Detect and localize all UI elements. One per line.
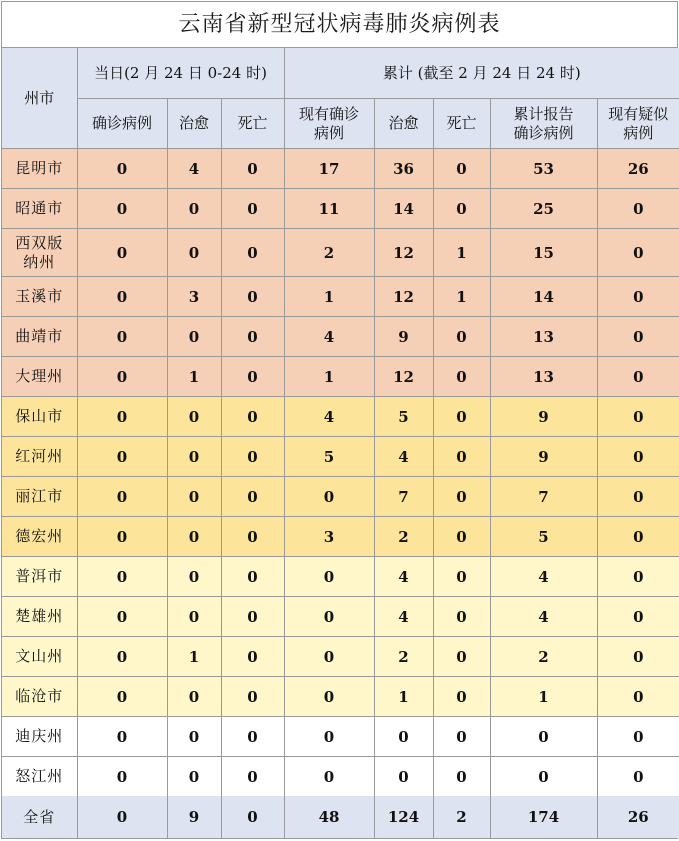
table-cell: 0 — [167, 677, 221, 717]
table-cell: 53 — [490, 149, 597, 189]
table-cell: 13 — [490, 317, 597, 357]
table-cell: 5 — [284, 437, 374, 477]
table-cell: 0 — [167, 717, 221, 757]
table-row — [2, 677, 679, 717]
city-name: 昭通市 — [2, 189, 77, 229]
table-cell: 4 — [284, 317, 374, 357]
table-cell: 0 — [221, 189, 284, 229]
table-cell: 0 — [284, 717, 374, 757]
table-cell: 0 — [433, 397, 490, 437]
table-cell: 0 — [597, 757, 679, 797]
table-cell: 0 — [597, 397, 679, 437]
header-current-suspected: 现有疑似病例 — [597, 99, 679, 149]
city-name: 文山州 — [2, 637, 77, 677]
city-name: 丽江市 — [2, 477, 77, 517]
total-cell: 124 — [374, 796, 433, 838]
table-cell: 4 — [374, 597, 433, 637]
table-cell: 11 — [284, 189, 374, 229]
table-cell: 0 — [77, 597, 167, 637]
table-row — [2, 477, 679, 517]
table-row — [2, 637, 679, 677]
table-cell: 7 — [490, 477, 597, 517]
table-cell: 1 — [167, 357, 221, 397]
city-name: 德宏州 — [2, 517, 77, 557]
city-name: 曲靖市 — [2, 317, 77, 357]
total-cell: 48 — [284, 796, 374, 838]
table-row — [2, 437, 679, 477]
table-cell: 0 — [167, 229, 221, 277]
table-row — [2, 357, 679, 397]
table-cell: 5 — [490, 517, 597, 557]
table-cell: 0 — [597, 517, 679, 557]
table-cell: 2 — [284, 229, 374, 277]
table-cell: 7 — [374, 477, 433, 517]
table-cell: 0 — [490, 717, 597, 757]
table-cell: 0 — [77, 397, 167, 437]
table-cell: 0 — [597, 189, 679, 229]
table-cell: 0 — [167, 437, 221, 477]
table-cell: 0 — [597, 357, 679, 397]
table-cell: 9 — [490, 437, 597, 477]
table-cell: 17 — [284, 149, 374, 189]
total-cell: 2 — [433, 796, 490, 838]
table-cell: 4 — [490, 557, 597, 597]
header-cum-death: 死亡 — [433, 99, 490, 149]
total-row — [2, 796, 679, 838]
table-row — [2, 229, 679, 277]
city-name: 楚雄州 — [2, 597, 77, 637]
table-cell: 15 — [490, 229, 597, 277]
table-cell: 12 — [374, 357, 433, 397]
table-cell: 3 — [284, 517, 374, 557]
table-cell: 0 — [221, 277, 284, 317]
table-cell: 1 — [490, 677, 597, 717]
city-name: 玉溪市 — [2, 277, 77, 317]
table-cell: 0 — [433, 557, 490, 597]
table-cell: 0 — [433, 717, 490, 757]
table-cell: 0 — [433, 189, 490, 229]
table-cell: 4 — [167, 149, 221, 189]
table-cell: 4 — [490, 597, 597, 637]
header-today-confirmed: 确诊病例 — [77, 99, 167, 149]
table-cell: 0 — [77, 717, 167, 757]
city-name: 普洱市 — [2, 557, 77, 597]
table-cell: 1 — [284, 357, 374, 397]
table-cell: 2 — [374, 637, 433, 677]
table-cell: 0 — [221, 637, 284, 677]
table-cell: 0 — [374, 757, 433, 797]
table-cell: 9 — [374, 317, 433, 357]
table-row — [2, 397, 679, 437]
table-cell: 0 — [77, 189, 167, 229]
table-cell: 0 — [433, 357, 490, 397]
table-cell: 0 — [77, 277, 167, 317]
table-cell: 0 — [284, 757, 374, 797]
table-cell: 0 — [77, 437, 167, 477]
table-cell: 0 — [221, 477, 284, 517]
table-cell: 0 — [77, 517, 167, 557]
city-name: 西双版纳州 — [2, 229, 77, 277]
header-cum-reported: 累计报告确诊病例 — [490, 99, 597, 149]
table-row — [2, 189, 679, 229]
table-row — [2, 277, 679, 317]
header-city: 州市 — [2, 48, 77, 149]
table-cell: 3 — [167, 277, 221, 317]
table-cell: 4 — [374, 437, 433, 477]
table-cell: 25 — [490, 189, 597, 229]
table-cell: 0 — [433, 597, 490, 637]
header-cum-cured: 治愈 — [374, 99, 433, 149]
table-cell: 0 — [221, 677, 284, 717]
table-cell: 0 — [597, 437, 679, 477]
table-row — [2, 149, 679, 189]
city-name: 怒江州 — [2, 757, 77, 797]
table-cell: 5 — [374, 397, 433, 437]
table-cell: 0 — [284, 597, 374, 637]
table-row — [2, 717, 679, 757]
header-today-death: 死亡 — [221, 99, 284, 149]
table-cell: 0 — [221, 317, 284, 357]
table-cell: 36 — [374, 149, 433, 189]
city-name: 迪庆州 — [2, 717, 77, 757]
table-cell: 0 — [167, 557, 221, 597]
table-cell: 0 — [221, 717, 284, 757]
table-cell: 0 — [433, 757, 490, 797]
table-cell: 0 — [221, 229, 284, 277]
header-today-cured: 治愈 — [167, 99, 221, 149]
table-cell: 0 — [221, 149, 284, 189]
table-cell: 0 — [597, 277, 679, 317]
city-name: 临沧市 — [2, 677, 77, 717]
header-row-columns — [2, 99, 679, 149]
total-label: 全省 — [2, 796, 77, 838]
table-cell: 0 — [597, 677, 679, 717]
table-cell: 0 — [221, 357, 284, 397]
table-cell: 12 — [374, 229, 433, 277]
table-cell: 0 — [221, 437, 284, 477]
table-cell: 2 — [490, 637, 597, 677]
header-current-confirmed: 现有确诊病例 — [284, 99, 374, 149]
table-cell: 0 — [167, 597, 221, 637]
table-cell: 0 — [77, 149, 167, 189]
table-cell: 0 — [221, 557, 284, 597]
table-cell: 0 — [221, 397, 284, 437]
table-cell: 0 — [433, 437, 490, 477]
header-cumulative-group: 累计 (截至 2 月 24 日 24 时) — [284, 48, 679, 99]
table-cell: 12 — [374, 277, 433, 317]
table-cell: 0 — [597, 229, 679, 277]
table-cell: 0 — [77, 317, 167, 357]
table-cell: 4 — [284, 397, 374, 437]
table-cell: 0 — [77, 557, 167, 597]
table-cell: 0 — [284, 477, 374, 517]
city-name: 昆明市 — [2, 149, 77, 189]
table-cell: 2 — [374, 517, 433, 557]
table-cell: 0 — [77, 637, 167, 677]
table-cell: 4 — [374, 557, 433, 597]
table-cell: 0 — [167, 189, 221, 229]
table-cell: 0 — [221, 597, 284, 637]
table-cell: 0 — [597, 717, 679, 757]
table-cell: 13 — [490, 357, 597, 397]
table-cell: 14 — [374, 189, 433, 229]
city-name: 大理州 — [2, 357, 77, 397]
table-cell: 1 — [433, 277, 490, 317]
table-cell: 0 — [77, 677, 167, 717]
table-cell: 0 — [597, 557, 679, 597]
table-cell: 0 — [284, 677, 374, 717]
total-cell: 174 — [490, 796, 597, 838]
total-cell: 0 — [221, 796, 284, 838]
table-cell: 0 — [221, 517, 284, 557]
table-cell: 0 — [167, 757, 221, 797]
table-cell: 26 — [597, 149, 679, 189]
table-cell: 0 — [597, 477, 679, 517]
table-cell: 0 — [374, 717, 433, 757]
total-cell: 9 — [167, 796, 221, 838]
table-cell: 0 — [77, 477, 167, 517]
table-cell: 0 — [433, 677, 490, 717]
table-cell: 0 — [167, 397, 221, 437]
table-row — [2, 757, 679, 797]
table-cell: 9 — [490, 397, 597, 437]
table-cell: 0 — [433, 637, 490, 677]
table-cell: 0 — [597, 597, 679, 637]
table-cell: 0 — [597, 317, 679, 357]
city-name: 保山市 — [2, 397, 77, 437]
table-row — [2, 317, 679, 357]
table-row — [2, 517, 679, 557]
table-cell: 0 — [597, 637, 679, 677]
table-cell: 0 — [433, 517, 490, 557]
total-cell: 0 — [77, 796, 167, 838]
table-cell: 0 — [167, 517, 221, 557]
table-cell: 0 — [167, 477, 221, 517]
table-cell: 0 — [490, 757, 597, 797]
table-cell: 1 — [284, 277, 374, 317]
table-row — [2, 597, 679, 637]
table-cell: 0 — [433, 149, 490, 189]
table-row — [2, 557, 679, 597]
total-cell: 26 — [597, 796, 679, 838]
table-cell: 0 — [284, 637, 374, 677]
document-title: 云南省新型冠状病毒肺炎病例表 — [2, 2, 677, 48]
table-cell: 0 — [77, 757, 167, 797]
header-row-groups — [2, 48, 679, 99]
table-cell: 0 — [433, 477, 490, 517]
table-cell: 0 — [284, 557, 374, 597]
table-cell: 0 — [167, 317, 221, 357]
table-cell: 1 — [374, 677, 433, 717]
table-cell: 1 — [433, 229, 490, 277]
table-cell: 0 — [77, 229, 167, 277]
city-name: 红河州 — [2, 437, 77, 477]
table-cell: 14 — [490, 277, 597, 317]
case-table-document — [1, 1, 678, 839]
header-today-group: 当日(2 月 24 日 0-24 时) — [77, 48, 284, 99]
table-cell: 0 — [433, 317, 490, 357]
table-cell: 1 — [167, 637, 221, 677]
case-table — [2, 48, 679, 838]
table-cell: 0 — [221, 757, 284, 797]
table-cell: 0 — [77, 357, 167, 397]
